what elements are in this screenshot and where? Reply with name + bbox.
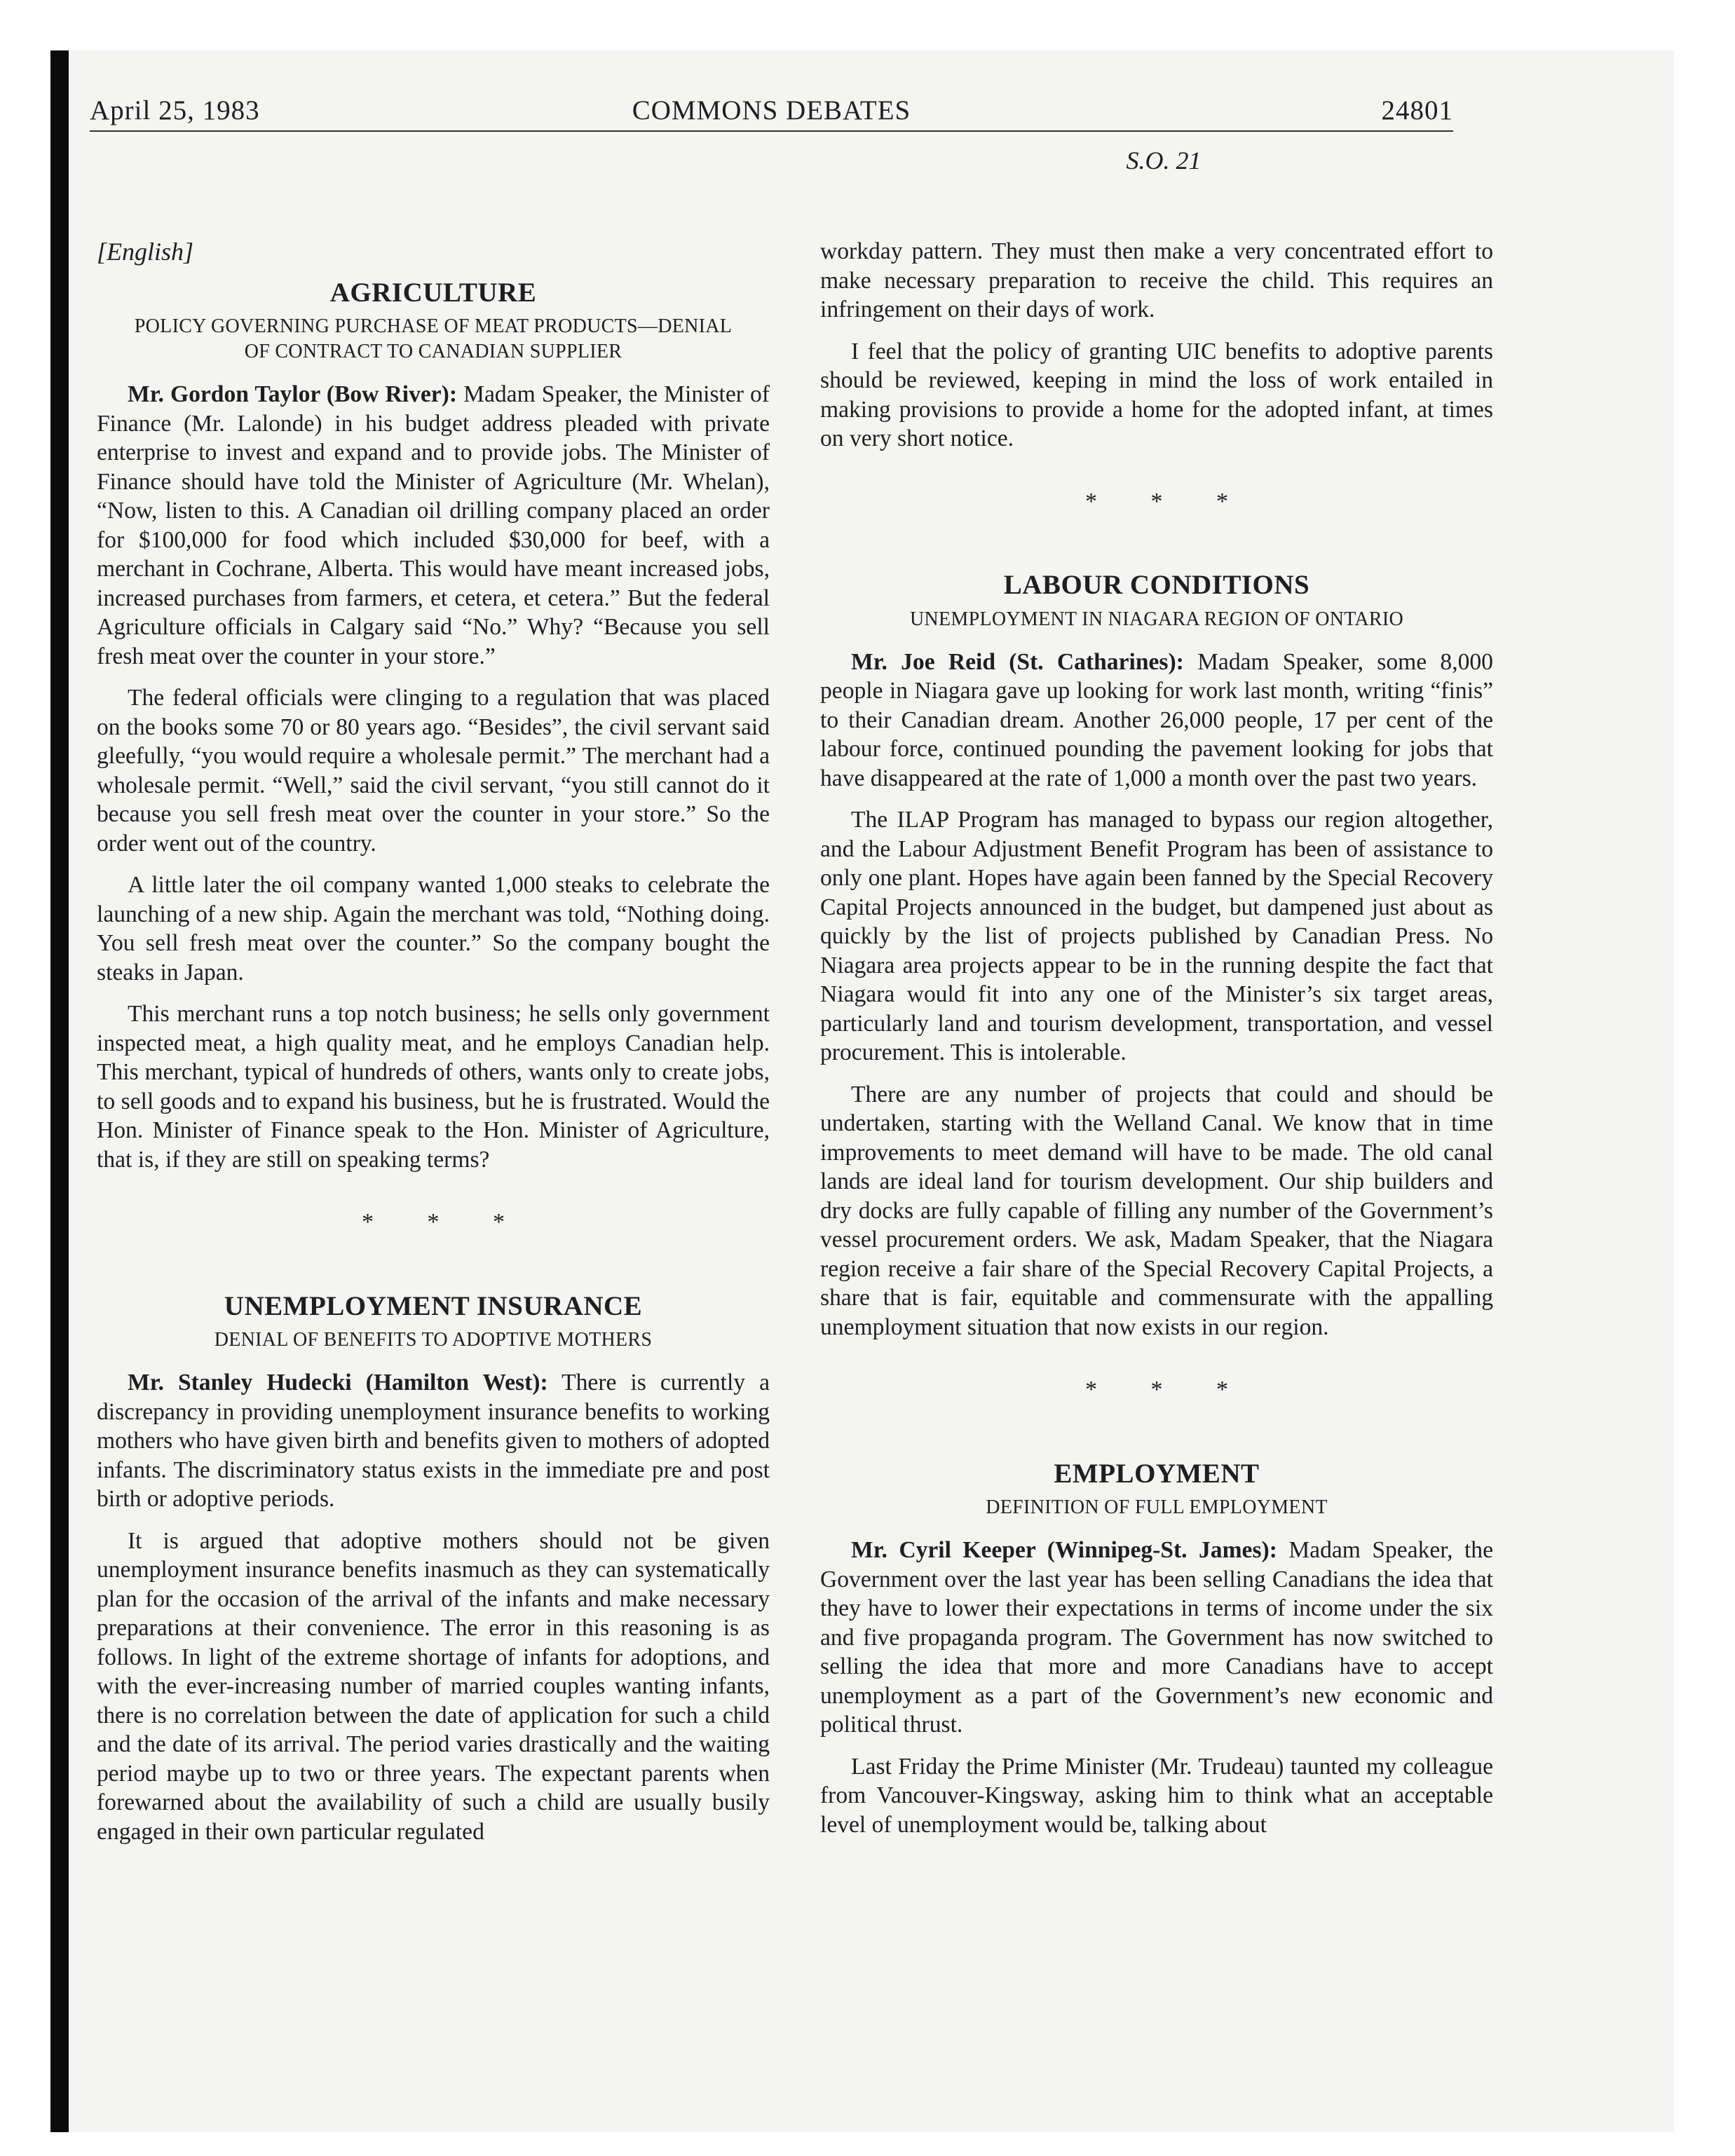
section-heading-employment: EMPLOYMENT xyxy=(1054,1458,1260,1489)
section-separator: * * * xyxy=(362,1209,529,1235)
paragraph: Last Friday the Prime Minister (Mr. Trudeau) taunted my colleague from Vancouver-Kingsway, asking him to think what an acceptable level of unemployment would be, talking about xyxy=(820,1753,1493,1838)
section-subheading-employment: DEFINITION OF FULL EMPLOYMENT xyxy=(986,1496,1328,1518)
speaker-name: Mr. Cyril Keeper (Winnipeg-St. James): xyxy=(851,1537,1277,1563)
header-page-number: 24801 xyxy=(1381,95,1453,125)
speaker-name: Mr. Joe Reid (St. Catharines): xyxy=(851,648,1184,675)
language-marker: [English] xyxy=(97,238,194,266)
paragraph: workday pattern. They must then make a very concentrated effort to make necessary preparation to receive the child. This requires an infringement on their days of work. xyxy=(820,238,1493,322)
paragraph: I feel that the policy of granting UIC benefits to adoptive parents should be reviewed, keeping in mind the loss of work entailed in making provisions to provide a home for the adopted infant, at times on very short notice. xyxy=(820,338,1493,451)
section-heading-unemployment-insurance: UNEMPLOYMENT INSURANCE xyxy=(224,1290,643,1321)
right-column xyxy=(820,237,1493,1852)
section-subheading-labour-conditions: UNEMPLOYMENT IN NIAGARA REGION OF ONTARIO xyxy=(909,608,1404,630)
standing-order-ref: S.O. 21 xyxy=(1126,146,1202,175)
section-subheading-unemployment-insurance: DENIAL OF BENEFITS TO ADOPTIVE MOTHERS xyxy=(214,1329,653,1351)
paragraph: Mr. Joe Reid (St. Catharines): Madam Speaker, some 8,000 people in Niagara gave up looking for work last month, writing “finis” to their Canadian dream. Another 26,000 people, 17 per cent of the labour force, continued pounding the pavement looking for jobs that have disappeared at the rate of 1,000 a month over the past two years. xyxy=(820,648,1493,791)
speaker-name: Mr. Gordon Taylor (Bow River): xyxy=(128,381,458,407)
paragraph: Mr. Gordon Taylor (Bow River): Madam Speaker, the Minister of Finance (Mr. Lalonde) in his budget address pleaded with private enterprise to invest and expand and to provide jobs. The Minister of Finance should have told the Minister of Agriculture (Mr. Whelan), “Now, listen to this. A Canadian oil drilling company placed an order for $100,000 for food which included $30,000 for beef, with a merchant in Cochrane, Alberta. This would have meant increased jobs, increased purchases from farmers, et cetera, et cetera.” But the federal Agriculture officials in Calgary said “No.” Why? “Because you sell fresh meat over the counter in your store.” xyxy=(97,381,770,669)
paragraph: It is argued that adoptive mothers should not be given unemployment insurance benefits inasmuch as they can systematically plan for the occasion of the arrival of the infants and make necessary preparations at their convenience. The error in this reasoning is as follows. In light of the extreme shortage of infants for adoptions, and with the ever-increasing number of married couples wanting infants, there is no correlation between the date of application for such a child and the date of its arrival. The period varies drastically and the waiting period maybe up to two or three years. The expectant parents when forewarned about the availability of such a child are usually busily engaged in their own particular regulated xyxy=(97,1527,770,1845)
header-title: COMMONS DEBATES xyxy=(632,95,911,125)
paragraph: There are any number of projects that could and should be undertaken, starting with the Welland Canal. We know that in time improvements to meet demand will have to be made. The old canal lands are ideal land for tourism development. Our ship builders and dry docks are fully capable of filling any number of the Government’s vessel procurement orders. We ask, Madam Speaker, that the Niagara region receive a fair share of the Special Recovery Capital Projects, a share that is fair, equitable and commensurate with the appalling unemployment situation that now exists in our region. xyxy=(820,1081,1493,1340)
section-heading-labour-conditions: LABOUR CONDITIONS xyxy=(1003,570,1310,600)
paragraph: The ILAP Program has managed to bypass our region altogether, and the Labour Adjustment Benefit Program has been of assistance to only one plant. Hopes have again been fanned by the Special Recovery Capital Projects announced in the budget, but dampened just about as quickly by the list of projects published by Canadian Press. No Niagara area projects appear to be in the running despite the fact that Niagara would fit into any one of the Minister’s six target areas, particularly land and tourism development, transportation, and vessel procurement. This is intolerable. xyxy=(820,807,1493,1065)
left-column xyxy=(97,179,770,1859)
paragraph: Mr. Cyril Keeper (Winnipeg-St. James): Madam Speaker, the Government over the last year has been selling Canadians the idea that they have to lower their expectations in terms of income under the six and five propaganda program. The Government has now switched to selling the idea that more and more Canadians have to accept unemployment as a part of the Government’s new economic and political thrust. xyxy=(820,1537,1493,1738)
paragraph: A little later the oil company wanted 1,000 steaks to celebrate the launching of a new ship. Again the merchant was told, “Nothing doing. You sell fresh meat over the counter.” So the company bought the steaks in Japan. xyxy=(97,872,770,985)
section-subheading-agriculture: POLICY GOVERNING PURCHASE OF MEAT PRODUCTS—DENIAL OF CONTRACT TO CANADIAN SUPPLIER xyxy=(134,315,733,362)
section-separator: * * * xyxy=(1085,1377,1252,1403)
header-date: April 25, 1983 xyxy=(90,95,260,125)
speaker-name: Mr. Stanley Hudecki (Hamilton West): xyxy=(128,1370,548,1396)
scan-border xyxy=(50,50,69,2132)
header-rule xyxy=(90,130,1453,132)
paragraph: This merchant runs a top notch business; he sells only government inspected meat, a high quality meat, and he employs Canadian help. This merchant, typical of hundreds of others, wants only to create jobs, to sell goods and to expand his business, but he is frustrated. Would the Hon. Minister of Finance speak to the Hon. Minister of Agriculture, that is, if they are still on speaking terms? xyxy=(97,1001,770,1173)
section-heading-agriculture: AGRICULTURE xyxy=(329,277,537,308)
section-separator: * * * xyxy=(1085,488,1252,514)
paragraph: Mr. Stanley Hudecki (Hamilton West): There is currently a discrepancy in providing unemployment insurance benefits to working mothers who have given birth and benefits given to mothers of adopted infants. The discriminatory status exists in the immediate pre and post birth or adoptive periods. xyxy=(97,1370,770,1512)
paragraph: The federal officials were clinging to a regulation that was placed on the books some 70 or 80 years ago. “Besides”, the civil servant said gleefully, “you would require a wholesale permit.” The merchant had a wholesale permit. “Well,” said the civil servant, “you still cannot do it because you sell fresh meat over the counter in your store.” So the order went out of the country. xyxy=(97,685,770,857)
